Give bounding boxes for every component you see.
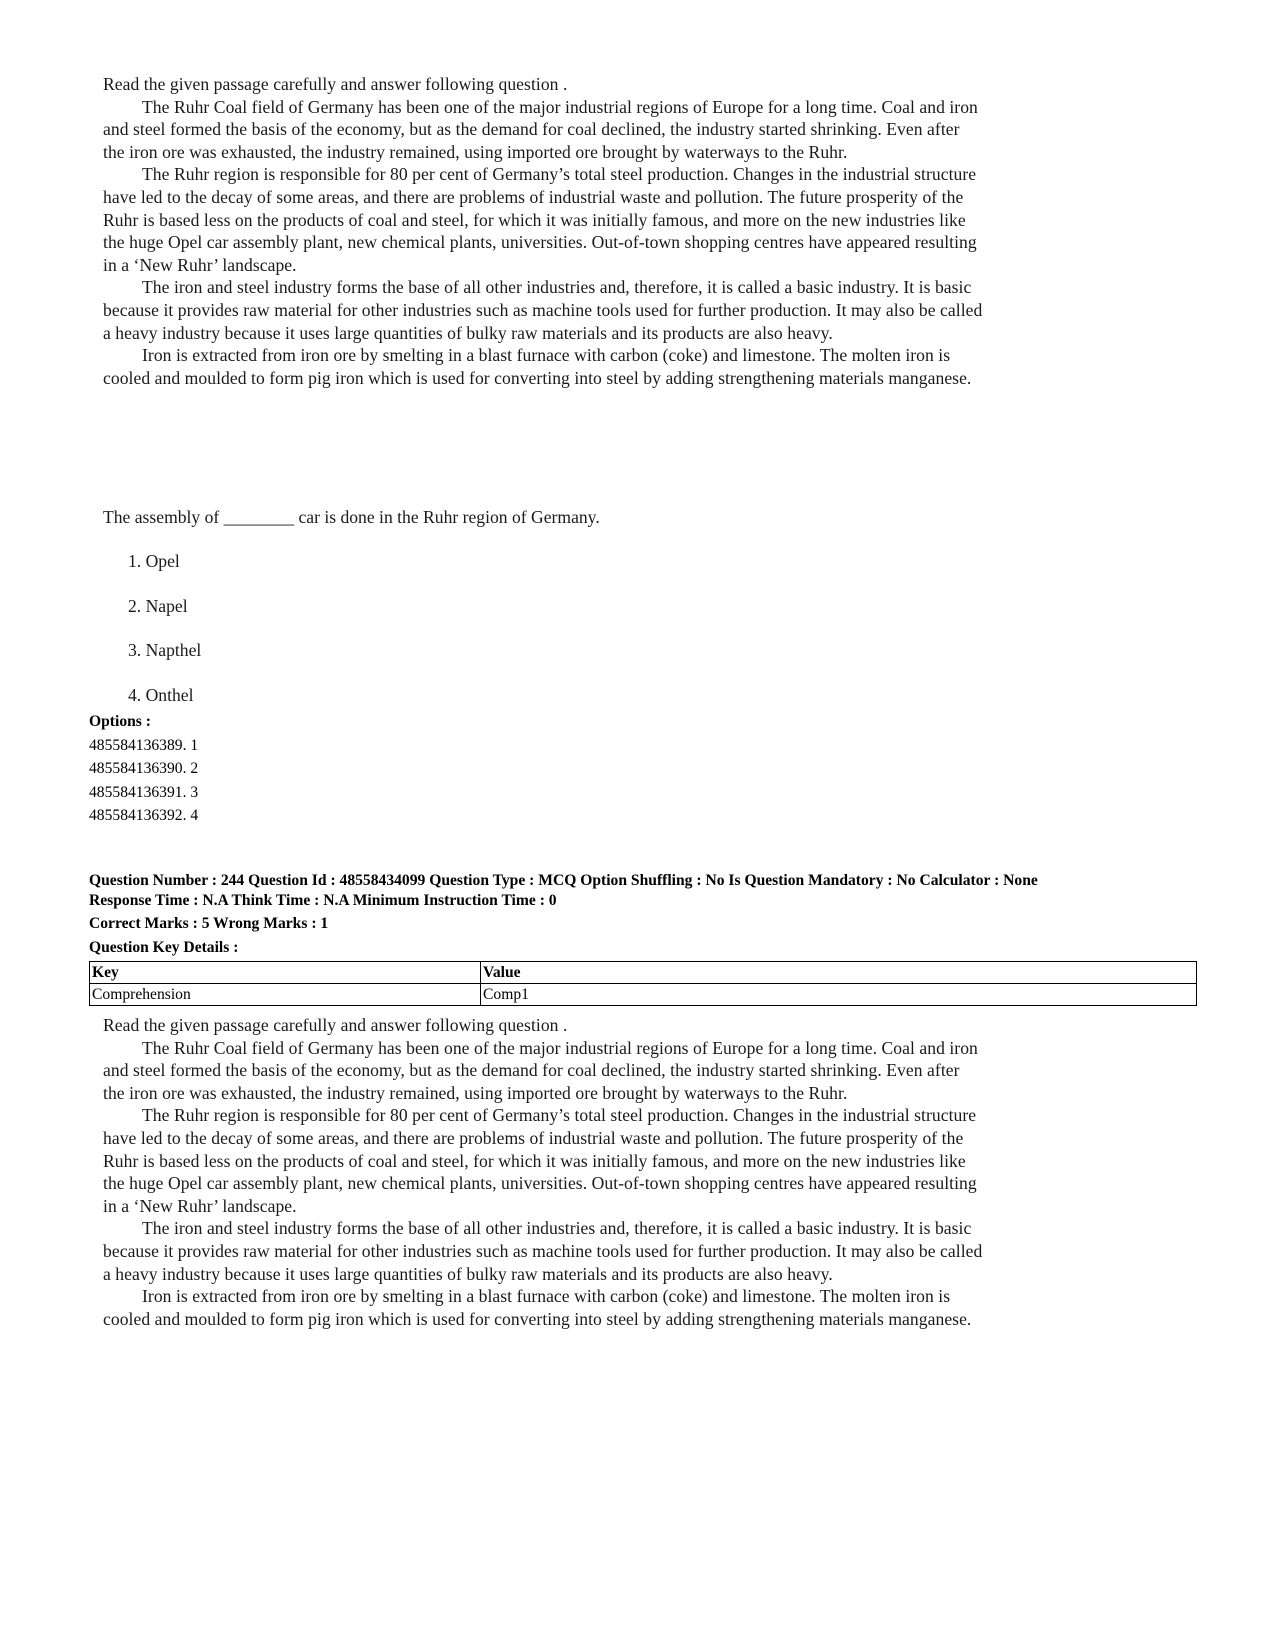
option-item: 485584136391. 3 [89, 783, 199, 801]
table-header-row [90, 962, 1197, 984]
options-list [89, 734, 198, 828]
question-meta [89, 871, 1209, 957]
question-text: The assembly of ________ car is done in the Ruhr region of Germany. [103, 507, 600, 527]
passage-paragraph: Iron is extracted from iron ore by smelting in a blast furnace with carbon (coke) and limestone. The molten iron is cooled and moulded to form pig iron which is used for converting into steel by adding strengthening materials manganese. [103, 345, 972, 388]
passage-paragraph: Iron is extracted from iron ore by smelting in a blast furnace with carbon (coke) and limestone. The molten iron is cooled and moulded to form pig iron which is used for converting into steel by adding strengthening materials manganese. [103, 1286, 972, 1329]
passage-paragraph: The Ruhr region is responsible for 80 per cent of Germany’s total steel production. Changes in the industrial structure have led to the decay of some areas, and there are problems of industrial waste and pollution. The future prosperity of the Ruhr is based less on the products of coal and steel, for which it was initially famous, and more on the new industries like the huge Opel car assembly plant, new chemical plants, universities. Out-of-town shopping centres have appeared resulting in a ‘New Ruhr’ landscape. [103, 164, 977, 275]
answer-choice: 1. Opel [128, 551, 180, 571]
table-header-key: Key [90, 962, 481, 984]
answer-choice: 3. Napthel [128, 640, 202, 660]
options-section [89, 710, 198, 828]
passage-paragraph: The iron and steel industry forms the base of all other industries and, therefore, it is called a basic industry. It is basic because it provides raw material for other industries such as machine tools used for further production. It may also be called a heavy industry because it uses large quantities of bulky raw materials and its products are also heavy. [103, 277, 983, 343]
passage-paragraph: The Ruhr region is responsible for 80 per cent of Germany’s total steel production. Changes in the industrial structure have led to the decay of some areas, and there are problems of industrial waste and pollution. The future prosperity of the Ruhr is based less on the products of coal and steel, for which it was initially famous, and more on the new industries like the huge Opel car assembly plant, new chemical plants, universities. Out-of-town shopping centres have appeared resulting in a ‘New Ruhr’ landscape. [103, 1105, 977, 1216]
table-cell-key: Comprehension [90, 984, 481, 1006]
option-item: 485584136389. 1 [89, 736, 199, 754]
comprehension-passage-1 [103, 73, 983, 389]
answer-choices [128, 550, 201, 728]
question-marks: Correct Marks : 5 Wrong Marks : 1 [89, 915, 329, 932]
question-timing-line: Response Time : N.A Think Time : N.A Minimum Instruction Time : 0 [89, 891, 557, 909]
table-cell-value: Comp1 [481, 984, 1197, 1006]
passage-instruction: Read the given passage carefully and answer following question . [103, 1015, 568, 1035]
answer-choice: 4. Onthel [128, 684, 194, 705]
question-key-heading: Question Key Details : [89, 938, 239, 956]
options-heading: Options : [89, 713, 151, 730]
table-row [90, 984, 1197, 1006]
option-item: 485584136390. 2 [89, 760, 199, 778]
passage-paragraph: The Ruhr Coal field of Germany has been one of the major industrial regions of Europe for a long time. Coal and iron and steel formed the basis of the economy, but as the demand for coal declined, the industry started shrinking. Even after the iron ore was exhausted, the industry remained, using imported ore brought by waterways to the Ruhr. [103, 96, 978, 162]
option-item: 485584136392. 4 [89, 807, 199, 825]
passage-paragraph: The iron and steel industry forms the base of all other industries and, therefore, it is called a basic industry. It is basic because it provides raw material for other industries such as machine tools used for further production. It may also be called a heavy industry because it uses large quantities of bulky raw materials and its products are also heavy. [103, 1218, 983, 1284]
question-meta-line: Question Number : 244 Question Id : 48558434099 Question Type : MCQ Option Shuffling : No Is Question Mandatory : No Calculator : None [89, 872, 1038, 889]
question-key-table [89, 961, 1197, 1006]
comprehension-passage-2 [103, 1014, 983, 1330]
passage-paragraph: The Ruhr Coal field of Germany has been one of the major industrial regions of Europe for a long time. Coal and iron and steel formed the basis of the economy, but as the demand for coal declined, the industry started shrinking. Even after the iron ore was exhausted, the industry remained, using imported ore brought by waterways to the Ruhr. [103, 1037, 978, 1103]
answer-choice: 2. Napel [128, 595, 188, 616]
table-header-value: Value [481, 962, 1197, 984]
passage-instruction: Read the given passage carefully and answer following question . [103, 74, 568, 94]
